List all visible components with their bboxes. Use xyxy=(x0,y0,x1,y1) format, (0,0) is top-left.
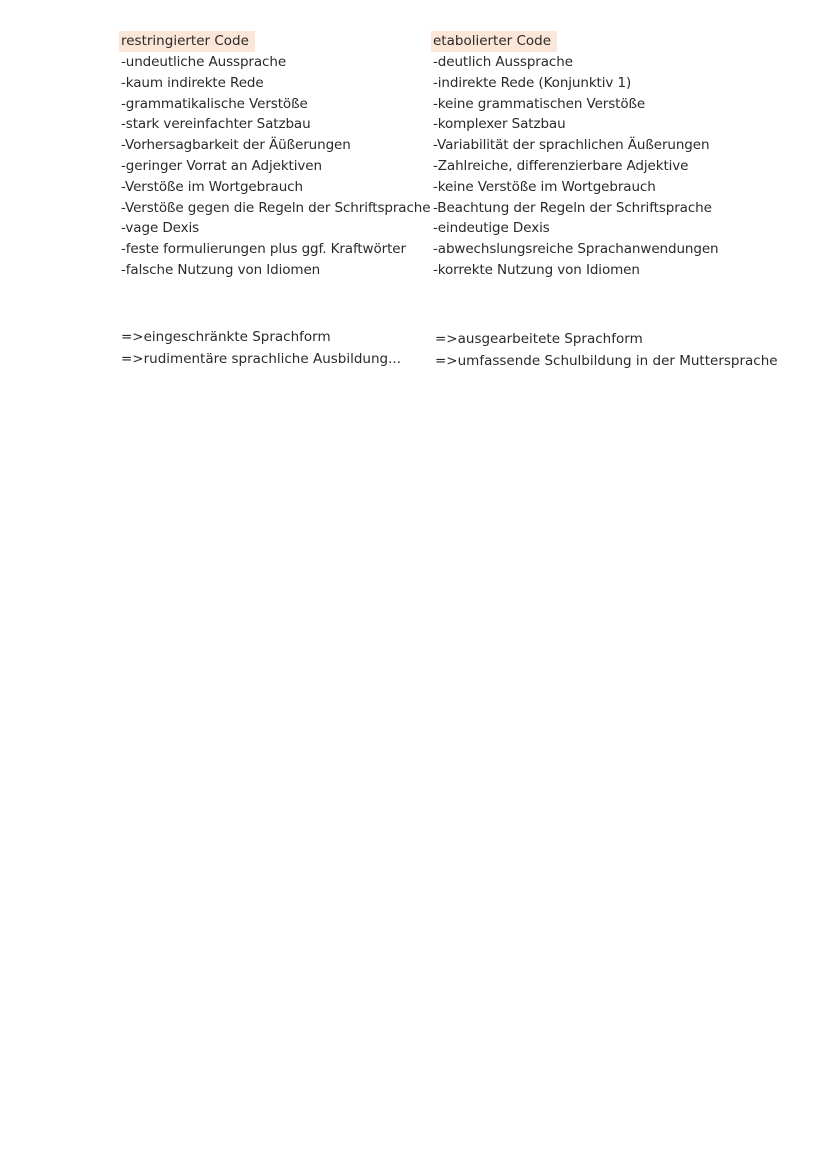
list-item: -Verstöße im Wortgebrauch xyxy=(121,178,303,195)
conclusion-line: =>ausgearbeitete Sprachform xyxy=(435,331,643,347)
list-item: -stark vereinfachter Satzbau xyxy=(121,116,311,133)
list-item: -Verstöße gegen die Regeln der Schriftsprache xyxy=(121,199,431,216)
list-item: -keine Verstöße im Wortgebrauch xyxy=(433,178,656,195)
list-item: -deutlich Aussprache xyxy=(433,54,573,70)
list-item: -undeutliche Aussprache xyxy=(121,54,287,70)
list-item: -Vorhersagbarkeit der Äüßerungen xyxy=(121,137,351,154)
elaborated-code-heading: etabolierter Code xyxy=(431,31,557,52)
list-item: -Variabilität der sprachlichen Äußerungen xyxy=(433,137,710,154)
list-item: -Beachtung der Regeln der Schriftsprache xyxy=(433,199,712,216)
list-item: -korrekte Nutzung von Idiomen xyxy=(433,261,640,278)
list-item: -vage Dexis xyxy=(121,220,200,237)
list-item: -geringer Vorrat an Adjektiven xyxy=(121,157,322,174)
list-item: -Zahlreiche, differenzierbare Adjektive xyxy=(433,157,689,174)
list-item: -keine grammatischen Verstöße xyxy=(433,95,646,112)
list-item: -grammatikalische Verstöße xyxy=(121,95,308,112)
restricted-code-conclusions xyxy=(121,327,401,370)
elaborated-code-conclusions xyxy=(435,329,778,372)
conclusion-line: =>rudimentäre sprachliche Ausbildung... xyxy=(121,350,401,367)
restricted-code-heading: restringierter Code xyxy=(119,31,255,52)
list-item: -feste formulierungen plus ggf. Kraftwörter xyxy=(121,241,406,258)
elaborated-code-column xyxy=(433,30,763,281)
conclusion-line: =>eingeschränkte Sprachform xyxy=(121,329,331,345)
list-item: -kaum indirekte Rede xyxy=(121,74,264,91)
list-item: -falsche Nutzung von Idiomen xyxy=(121,261,321,278)
elaborated-code-list xyxy=(433,52,763,281)
list-item: -abwechslungsreiche Sprachanwendungen xyxy=(433,241,719,258)
list-item: -indirekte Rede (Konjunktiv 1) xyxy=(433,74,632,91)
restricted-code-column xyxy=(121,30,431,281)
list-item: -komplexer Satzbau xyxy=(433,116,566,133)
conclusion-line: =>umfassende Schulbildung in der Muttersprache xyxy=(435,352,778,369)
restricted-code-list xyxy=(121,52,431,281)
list-item: -eindeutige Dexis xyxy=(433,220,550,237)
